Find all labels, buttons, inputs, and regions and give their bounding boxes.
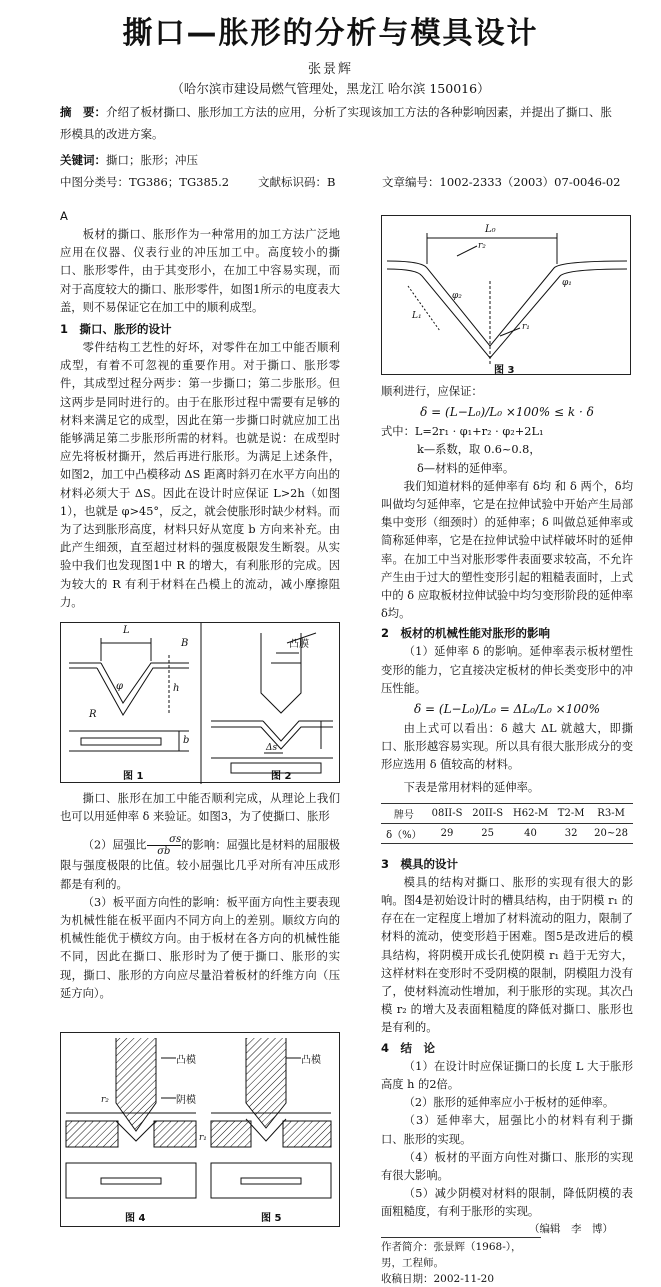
formula-note-3: δ—材料的延伸率。 xyxy=(417,461,515,475)
figure-3-label-phi1: φ₁ xyxy=(562,278,572,288)
figure-4-caption: 图 4 xyxy=(125,1213,146,1224)
conclusion-2: （2）胀形的延伸率应小于板材的延伸率。 xyxy=(403,1096,615,1110)
editor-note: （编辑 李 博） xyxy=(529,1222,613,1235)
figure-3-drawing xyxy=(382,216,632,376)
table-cell: 40 xyxy=(508,823,553,843)
section-3-heading: 3 模具的设计 xyxy=(381,856,459,871)
section-2-item-1: （1）延伸率 δ 的影响。延伸率表示板材塑性变形的能力，它直接决定板材的伸长类变形中的冲压性能。 xyxy=(381,645,633,695)
figure-4-label-r1: r₁ xyxy=(199,1133,207,1143)
figure-4-punch-label: 凸模 xyxy=(176,1051,196,1066)
figure-4-5-box xyxy=(60,1032,340,1227)
figure-1-2-box xyxy=(60,622,340,783)
figure-2-label-ds: Δs xyxy=(266,743,278,753)
formula-2: δ = (L−L₀)/L₀ = ΔL₀/L₀ ×100% xyxy=(413,702,601,717)
figure-1-label-R: R xyxy=(89,709,97,720)
right-column-top xyxy=(381,383,633,1287)
figure-2-punch-label: 凸膜 xyxy=(289,639,309,650)
section-2-heading: 2 板材的机械性能对胀形的影响 xyxy=(381,626,550,641)
table-header-cell: T2-M xyxy=(553,803,589,823)
abstract xyxy=(60,101,616,145)
table-intro: 下表是常用材料的延伸率。 xyxy=(403,780,540,794)
figure-1-label-h: h xyxy=(173,683,180,694)
table-cell: δ（%） xyxy=(381,823,427,843)
condition-text: 顺利进行，应保证： xyxy=(381,385,483,398)
table-header-cell: 牌号 xyxy=(381,803,427,823)
figure-5-caption: 图 5 xyxy=(261,1213,282,1224)
item-3-paragraph: （3）板平面方向性的影响：板平面方向性主要表现为机械性能在板平面内不同方向上的差别。顺纹方向的机械性能优于横纹方向。由于板材在各方向的机械性能不同，因此在撕口、胀形时为了便于撕口、胀形的实现，撕口、胀形的方向应尽量沿着板材的纤维方向（压延方向）。 xyxy=(60,895,340,1000)
intro-paragraph: 板材的撕口、胀形作为一种常用的加工方法广泛地应用在仪器、仪表行业的冲压加工中。高度较小的撕口、胀形零件，由于其变形小，在加工中容易实现，而对于高度较大的撕口、胀形零件，如图1所示的电度表大盖，则不易保证它在加工中的顺利成型。 xyxy=(60,228,340,314)
author-bio: 作者简介：张景辉（1968-），男，工程师。 xyxy=(381,1237,541,1271)
table-header-cell: 08II-S xyxy=(427,803,468,823)
conclusion-4: （4）板材的平面方向性对撕口、胀形的实现有很大影响。 xyxy=(381,1150,633,1182)
abstract-text: 介绍了板材撕口、胀形加工方法的应用，分析了实现该加工方法的各种影响因素，并提出了撕口、胀形模具的改进方案。 xyxy=(60,105,612,141)
table-cell: 20~28 xyxy=(589,823,633,843)
abstract-label: 摘 要： xyxy=(60,105,106,119)
formula-note-1: 式中：L=2r₁ · φ₁+r₂ · φ₂+2L₁ xyxy=(381,425,544,439)
item-2-text: 的影响：屈强比是材料的屈服极限与强度极限的比值。较小屈强比几乎对所有冲压成形都是有利的。 xyxy=(60,838,340,891)
item-2-prefix: （2）屈强比 xyxy=(82,838,147,852)
figure-2-caption: 图 2 xyxy=(271,771,292,782)
section-1-paragraph-2: 撕口、胀形在加工中能否顺利完成，从理论上我们也可以用延伸率 δ 来验证。如图3，为了使撕口、胀形 xyxy=(60,792,340,824)
figure-1-label-B: B xyxy=(181,638,189,649)
table-header-cell: H62-M xyxy=(508,803,553,823)
figure-4-die-label: 阴模 xyxy=(176,1091,196,1106)
figure-3-label-L1: L₁ xyxy=(412,311,422,321)
elongation-paragraph: 我们知道材料的延伸率有 δ均 和 δ 两个，δ均 叫做均匀延伸率，它是在拉伸试验中开始产生局部集中变形（细颈时）的延伸率；δ 叫做总延伸率或简称延伸率，它是在拉伸试验中试样破坏时的延伸率。在加工中当对胀形零件表面要求较高，不允许产生由于过大的塑性变形引起的粗糙表面时，上式中的 δ 应取板材拉伸试验中均匀变形阶段的延伸率 δ均。 xyxy=(381,479,633,621)
conclusion-1: （1）在设计时应保证撕口的长度 L 大于胀形高度 h 的2倍。 xyxy=(381,1059,633,1091)
section-1-heading: 1 撕口、胀形的设计 xyxy=(60,322,172,337)
figure-3-label-phi2: φ₂ xyxy=(452,291,462,301)
figure-3-caption: 图 3 xyxy=(494,365,515,376)
formula-note-2: k—系数，取 0.6~0.8， xyxy=(417,443,541,457)
formula-1: δ = (L−L₀)/L₀ ×100% ≤ k · δ xyxy=(420,405,594,420)
yield-ratio-numerator: σs xyxy=(147,834,182,846)
article-title: 撕口—胀形的分析与模具设计 xyxy=(122,16,539,51)
classification-number: 中图分类号：TG386；TG385.2 xyxy=(60,175,230,189)
figure-4-5-drawing xyxy=(61,1033,341,1228)
figure-3-box xyxy=(381,215,631,375)
article-number: 文章编号：1002-2333（2003）07-0046-02 xyxy=(382,175,621,189)
figure-1-label-phi: φ xyxy=(116,681,124,692)
figure-4-label-r2: r₂ xyxy=(101,1095,109,1105)
figure-3-label-r1: r₁ xyxy=(522,322,530,332)
yield-ratio-denominator: σb xyxy=(157,846,171,858)
figure-1-label-b: b xyxy=(183,735,190,746)
keywords xyxy=(60,149,616,171)
table-row xyxy=(381,823,633,843)
yield-ratio-fraction xyxy=(147,834,182,857)
table-header-row xyxy=(381,803,633,823)
figure-3-label-r2: r₂ xyxy=(478,241,486,251)
table-cell: 29 xyxy=(427,823,468,843)
conclusion-3: （3）延伸率大，屈强比小的材料有利于撕口、胀形的实现。 xyxy=(381,1114,633,1146)
left-column-top xyxy=(60,206,340,612)
table-cell: 25 xyxy=(467,823,508,843)
table-header-cell: 20II-S xyxy=(467,803,508,823)
section-1-paragraph: 零件结构工艺性的好坏，对零件在加工中能否顺利成型，有着不可忽视的重要作用。对于撕口、胀形零件，其成型过程分两步：第一步撕口；第二步胀形。但这两步是同时进行的。由于在胀形过程中需要有足够的材料来满足它的成型，因此在第一步撕口时就应加工出能够满足第二步胀形所需的材料。也就是说：在成型时应先将板材撕开，然后再进行胀形。为满足上述条件，如图2，加工中凸模移动 ΔS 距离时斜刃在水平方向出的材料必须大于 ΔS。因此在设计时应保证 L>2h（如图1），也就是 φ>45°，反之，就会使胀形时缺少材料。而为了达到胀形高度，材料只好从宽度 b 方向来补充。由此产生细颈，直至超过材料的强度极限发生断裂。从实验中我们也发现图1中 R 的增大，有利胀形的完成。因为较大的 R 有利于材料在凸模上的流动，减小摩擦阻力。 xyxy=(60,341,340,609)
table-cell: 32 xyxy=(553,823,589,843)
conclusion-5: （5）减少阴模对材料的限制，降低阴模的表面粗糙度，有利于胀形的实现。 xyxy=(381,1187,633,1219)
keywords-label: 关键词： xyxy=(60,153,106,167)
received-date: 收稿日期：2002-11-20 xyxy=(381,1272,495,1285)
figure-3-label-L0: L₀ xyxy=(485,224,496,235)
section-3-paragraph: 模具的结构对撕口、胀形的实现有很大的影响。图4是初始设计时的槽具结构，由于阴模 r₁ 的存在在一定程度上增加了材料流动的阻力，限制了材料的流动，使变形趋于困难。图5是改进后的模具结构，将阴模开成长孔使阴模 r₁ 趋于无穷大，这样材料在变形时不受阴模的限制，阴模阻力没有了，使材料流动性增加，利于胀形的实现。其次凸模 r₂ 的增大及表面粗糙度的降低对撕口、胀形也是有利的。 xyxy=(381,875,633,1035)
elongation-table xyxy=(381,803,633,844)
table-header-cell: R3-M xyxy=(589,803,633,823)
document-code: 文献标识码：B xyxy=(258,175,336,189)
section-letter: A xyxy=(60,209,68,223)
figure-1-caption: 图 1 xyxy=(123,771,144,782)
left-column-mid xyxy=(60,790,340,1003)
author-affiliation: （哈尔滨市建设局燃气管理处，黑龙江 哈尔滨 150016） xyxy=(171,81,490,96)
item-2-paragraph xyxy=(60,834,340,893)
author-name: 张景辉 xyxy=(307,62,353,77)
figure-1-label-L: L xyxy=(123,625,130,636)
section-4-heading: 4 结 论 xyxy=(381,1040,436,1055)
keywords-text: 撕口；胀形；冲压 xyxy=(106,153,198,167)
section-2-paragraph: 由上式可以看出：δ 越大 ΔL 就越大，即撕口、胀形越容易实现。所以具有很大胀形成分的变形应选用 δ 值较高的材料。 xyxy=(381,722,633,772)
figure-5-punch-label: 凸模 xyxy=(301,1051,321,1066)
